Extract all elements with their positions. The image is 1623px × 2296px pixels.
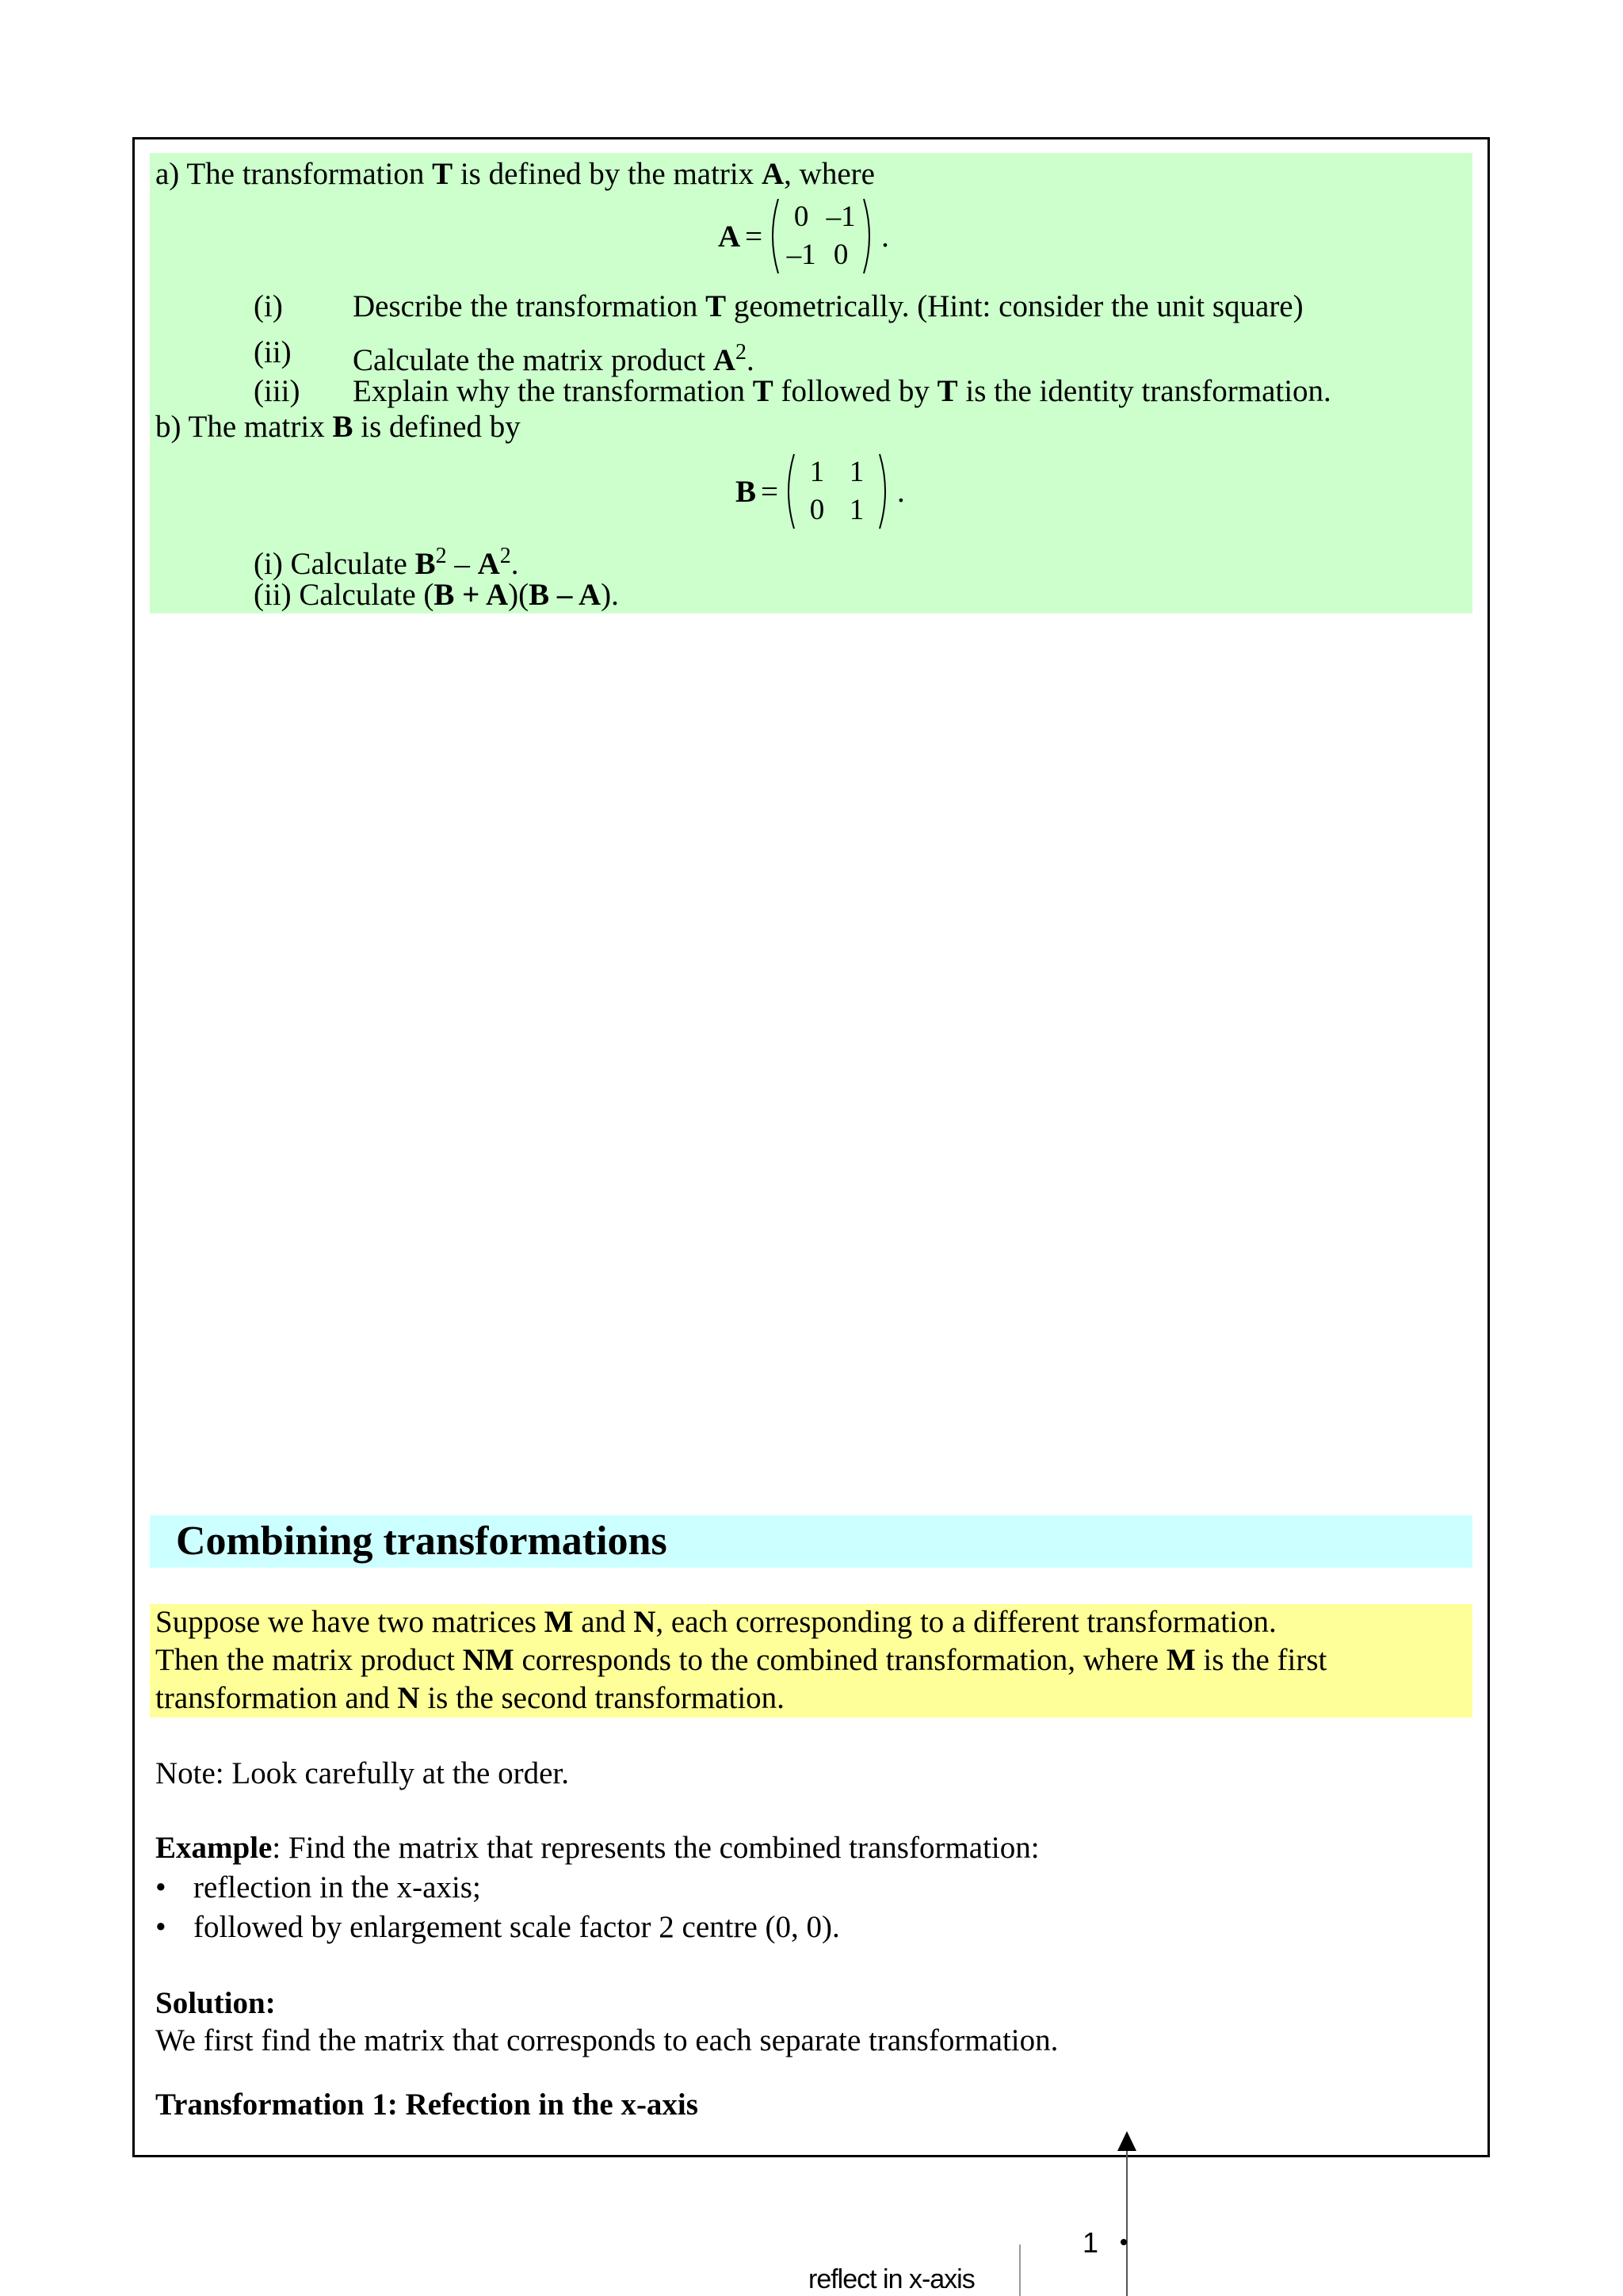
definition-line-3: transformation and N is the second transformation.: [155, 1681, 785, 1715]
bullet-icon: •: [155, 1870, 166, 1904]
part-b-intro: b) The matrix B is defined by: [155, 410, 521, 444]
part-a-intro: a) The transformation T is defined by the matrix A, where: [155, 157, 875, 191]
definition-line-1: Suppose we have two matrices M and N, each corresponding to a different transformation.: [155, 1605, 1277, 1639]
part-b-i: (i) Calculate $B^2 - A^2$.: [254, 544, 519, 581]
note-text: Note: Look carefully at the order.: [155, 1756, 569, 1790]
solution-text: We first find the matrix that corresponds to each separate transformation.: [155, 2023, 1059, 2057]
point-marker: [1121, 2239, 1127, 2245]
part-a-i-text: Describe the transformation T geometrically. (Hint: consider the unit square): [353, 289, 1304, 323]
part-a-ii-text: Calculate the matrix product $A^2$.: [353, 340, 754, 377]
tick-label: 1: [1083, 2226, 1099, 2259]
bullet-icon: •: [155, 1910, 166, 1944]
example-text: Example: Find the matrix that represents the combined transformation:: [155, 1831, 1040, 1865]
part-a-iii-number: (iii): [254, 374, 300, 408]
transformation-1-heading: Transformation 1: Refection in the x-axis: [155, 2088, 698, 2122]
definition-line-2: Then the matrix product NM corresponds to the combined transformation, where M is the first: [155, 1643, 1327, 1677]
part-a-i-number: (i): [254, 289, 283, 323]
diagram-caption: reflect in x-axis: [808, 2264, 975, 2294]
part-b-ii: (ii) Calculate (B + A)(B – A).: [254, 578, 619, 612]
matrix-b: B = 1 1 0 1 .: [735, 452, 905, 531]
bullet-item: followed by enlargement scale factor 2 centre (0, 0).: [193, 1910, 840, 1944]
part-a-ii-number: (ii): [254, 335, 292, 369]
matrix-a: A = 0 –1 –1 0 .: [718, 197, 889, 276]
y-axis-arrow-icon: [1117, 2131, 1136, 2151]
part-a-iii-text: Explain why the transformation T followed by T is the identity transformation.: [353, 374, 1331, 408]
solution-label: Solution:: [155, 1986, 276, 2020]
bullet-item: reflection in the x-axis;: [193, 1870, 481, 1904]
section-heading: Combining transformations: [176, 1519, 667, 1564]
